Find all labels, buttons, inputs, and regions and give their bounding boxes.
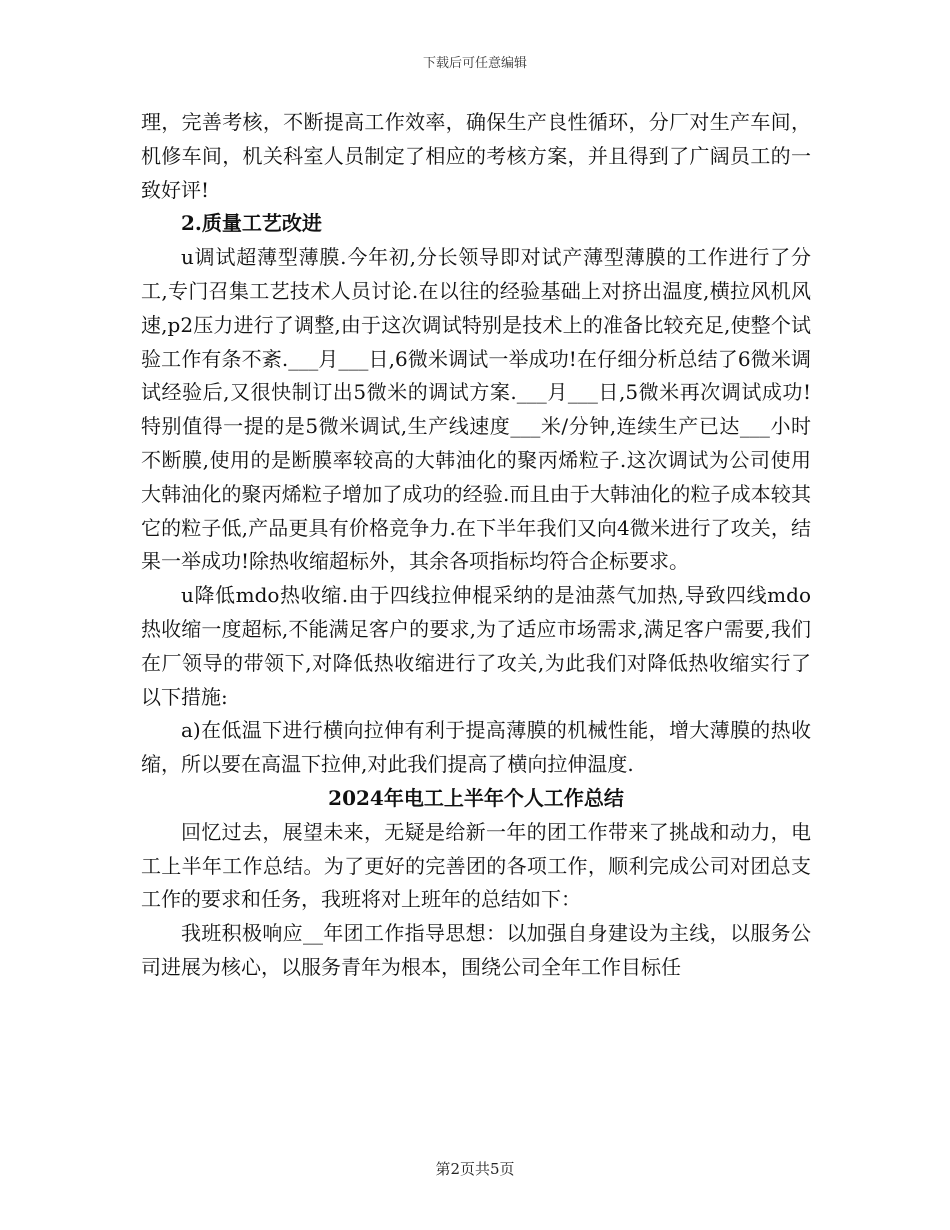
paragraph-6: 我班积极响应__年团工作指导思想：以加强自身建设为主线，以服务公司进展为核心，以服务青年为根本，围绕公司全年工作目标任 [141, 921, 811, 979]
paragraph-1: 理，完善考核，不断提高工作效率，确保生产良性循环，分厂对生产车间，机修车间，机关科室人员制定了相应的考核方案，并且得到了广阔员工的一致好评! [141, 110, 811, 202]
page-number: 第2页共5页 [435, 1160, 515, 1178]
document-body [141, 106, 811, 985]
page-header: 下载后可任意编辑 [422, 56, 527, 71]
paragraph-5: 回忆过去，展望未来，无疑是给新一年的团工作带来了挑战和动力，电工上半年工作总结。为了更好的完善团的各项工作，顺利完成公司对团总支工作的要求和任务，我班将对上班年的总结如下： [141, 819, 811, 912]
paragraph-2: u调试超薄型薄膜.今年初,分长领导即对试产薄型薄膜的工作进行了分工,专门召集工艺技术人员讨论.在以往的经验基础上对挤出温度,横拉风机风速,p2压力进行了调整,由于这次调试特别是技术上的准备比较充足,使整个试验工作有条不紊.___月___日,6微米调试一举成功!在仔细分析总结了6微米调试经验后,又很快制订出5微米的调试方案.___月___日,5微米再次调试成功!特别值得一提的是5微米调试,生产线速度___米/分钟,连续生产已达___小时不断膜,使用的是断膜率较高的大韩油化的聚丙烯粒子.这次调试为公司使用大韩油化的聚丙烯粒子增加了成功的经验.而且由于大韩油化的粒子成本较其它的粒子低,产品更具有价格竞争力.在下半年我们又向4微米进行了攻关，结果一举成功!除热收缩超标外，其余各项指标均符合企标要求。 [141, 245, 811, 574]
paragraph-4: a)在低温下进行横向拉伸有利于提高薄膜的机械性能，增大薄膜的热收缩，所以要在高温下拉伸,对此我们提高了横向拉伸温度. [141, 718, 811, 777]
document-title: 2024年电工上半年个人工作总结 [328, 785, 624, 810]
section-heading: 2.质量工艺改进 [181, 211, 322, 236]
paragraph-3: u降低mdo热收缩.由于四线拉伸棍采纳的是油蒸气加热,导致四线mdo热收缩一度超标,不能满足客户的要求,为了适应市场需求,满足客户需要,我们在厂领导的带领下,对降低热收缩进行了攻关,为此我们对降低热收缩实行了以下措施: [141, 583, 811, 709]
